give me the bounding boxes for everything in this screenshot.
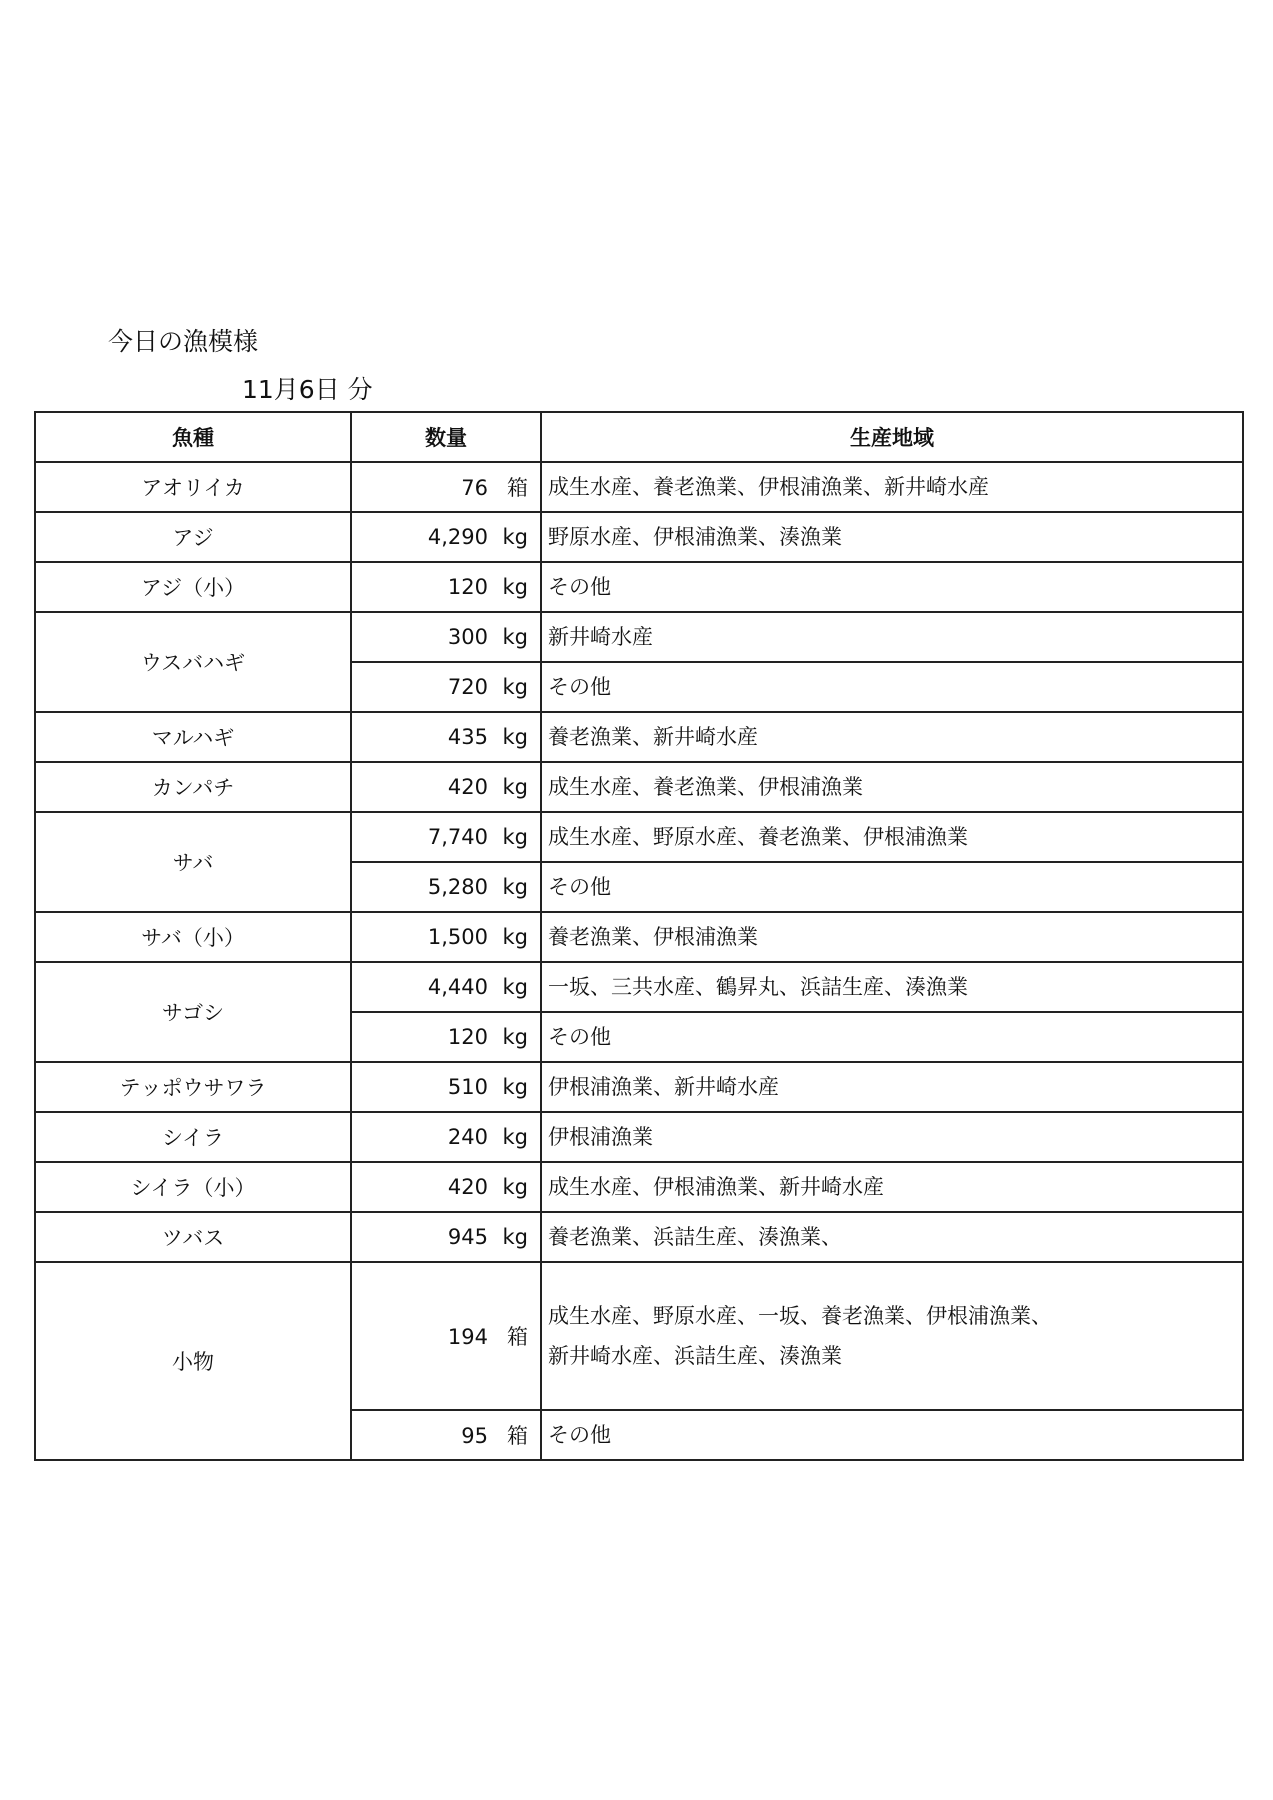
quantity-unit: kg xyxy=(502,1225,528,1249)
quantity-value: 435 xyxy=(447,725,488,749)
producers-cell xyxy=(541,662,1243,712)
quantity-unit: kg xyxy=(502,1025,528,1049)
quantity-cell xyxy=(351,562,541,612)
quantity-value: 945 xyxy=(447,1225,488,1249)
quantity-cell xyxy=(351,962,541,1012)
quantity-cell xyxy=(351,1410,541,1460)
quantity-cell xyxy=(351,1012,541,1062)
quantity-cell xyxy=(351,662,541,712)
quantity-unit: kg xyxy=(502,975,528,999)
quantity-value: 7,740 xyxy=(427,825,488,849)
quantity-value: 4,440 xyxy=(427,975,488,999)
quantity-unit: 箱 xyxy=(507,1325,528,1349)
quantity-unit: kg xyxy=(502,1175,528,1199)
species-cell: アジ（小） xyxy=(35,562,351,612)
producers-text: その他 xyxy=(548,875,611,899)
producers-cell xyxy=(541,762,1243,812)
species-cell: シイラ（小） xyxy=(35,1162,351,1212)
table-row xyxy=(35,1212,1243,1262)
quantity-cell xyxy=(351,812,541,862)
species-cell: サバ xyxy=(35,812,351,912)
catch-table xyxy=(34,411,1244,1461)
species-cell: カンパチ xyxy=(35,762,351,812)
quantity-cell xyxy=(351,1212,541,1262)
quantity-value: 194 xyxy=(447,1325,488,1349)
quantity-value: 4,290 xyxy=(427,525,488,549)
quantity-unit: kg xyxy=(502,525,528,549)
quantity-value: 510 xyxy=(447,1075,488,1099)
producers-cell xyxy=(541,1062,1243,1112)
header-quantity: 数量 xyxy=(351,412,541,462)
species-cell: マルハギ xyxy=(35,712,351,762)
table-row xyxy=(35,612,1243,662)
producers-text-line2: 新井崎水産、浜詰生産、湊漁業 xyxy=(548,1344,842,1368)
quantity-cell xyxy=(351,612,541,662)
quantity-cell xyxy=(351,512,541,562)
producers-text: 伊根浦漁業 xyxy=(548,1125,653,1149)
producers-cell xyxy=(541,1212,1243,1262)
quantity-cell xyxy=(351,1062,541,1112)
producers-text: その他 xyxy=(548,1423,611,1447)
quantity-unit: kg xyxy=(502,825,528,849)
table-row xyxy=(35,1112,1243,1162)
quantity-value: 720 xyxy=(447,675,488,699)
producers-text: 成生水産、養老漁業、伊根浦漁業、新井崎水産 xyxy=(548,475,989,499)
producers-cell xyxy=(541,1012,1243,1062)
species-cell: アオリイカ xyxy=(35,462,351,512)
quantity-unit: 箱 xyxy=(507,476,528,500)
quantity-unit: kg xyxy=(502,625,528,649)
quantity-cell xyxy=(351,1162,541,1212)
producers-cell xyxy=(541,712,1243,762)
table-row xyxy=(35,762,1243,812)
quantity-unit: kg xyxy=(502,1075,528,1099)
quantity-cell xyxy=(351,462,541,512)
table-row xyxy=(35,1262,1243,1410)
species-cell: ウスバハギ xyxy=(35,612,351,712)
producers-text: 一坂、三共水産、鶴昇丸、浜詰生産、湊漁業 xyxy=(548,975,968,999)
quantity-value: 95 xyxy=(461,1424,488,1448)
quantity-value: 420 xyxy=(447,775,488,799)
species-cell: シイラ xyxy=(35,1112,351,1162)
species-cell: ツバス xyxy=(35,1212,351,1262)
producers-text: その他 xyxy=(548,675,611,699)
species-cell: アジ xyxy=(35,512,351,562)
producers-text: 養老漁業、浜詰生産、湊漁業、 xyxy=(548,1225,842,1249)
quantity-unit: kg xyxy=(502,1125,528,1149)
producers-text: 新井崎水産 xyxy=(548,625,653,649)
species-cell: 小物 xyxy=(35,1262,351,1460)
species-cell: サゴシ xyxy=(35,962,351,1062)
quantity-cell xyxy=(351,912,541,962)
producers-text: 成生水産、養老漁業、伊根浦漁業 xyxy=(548,775,863,799)
table-row xyxy=(35,1162,1243,1212)
table-row xyxy=(35,462,1243,512)
producers-text: 養老漁業、伊根浦漁業 xyxy=(548,925,758,949)
producers-text: 伊根浦漁業、新井崎水産 xyxy=(548,1075,779,1099)
producers-text: その他 xyxy=(548,1025,611,1049)
producers-text: 成生水産、野原水産、一坂、養老漁業、伊根浦漁業、 xyxy=(548,1304,1052,1328)
catch-table-body xyxy=(35,462,1243,1460)
header-species: 魚種 xyxy=(35,412,351,462)
quantity-cell xyxy=(351,1112,541,1162)
quantity-unit: kg xyxy=(502,925,528,949)
producers-cell xyxy=(541,562,1243,612)
page-title: 今日の漁模様 xyxy=(108,327,259,356)
producers-text: その他 xyxy=(548,575,611,599)
table-row xyxy=(35,1062,1243,1112)
table-row xyxy=(35,962,1243,1012)
producers-text: 成生水産、伊根浦漁業、新井崎水産 xyxy=(548,1175,884,1199)
producers-text: 養老漁業、新井崎水産 xyxy=(548,725,758,749)
quantity-value: 420 xyxy=(447,1175,488,1199)
table-row xyxy=(35,712,1243,762)
producers-cell xyxy=(541,812,1243,862)
producers-cell xyxy=(541,1112,1243,1162)
quantity-value: 1,500 xyxy=(427,925,488,949)
quantity-value: 76 xyxy=(461,476,488,500)
producers-cell xyxy=(541,912,1243,962)
quantity-unit: 箱 xyxy=(507,1424,528,1448)
quantity-cell xyxy=(351,762,541,812)
table-row xyxy=(35,912,1243,962)
producers-cell xyxy=(541,862,1243,912)
producers-cell xyxy=(541,1262,1243,1410)
quantity-unit: kg xyxy=(502,775,528,799)
species-cell: サバ（小） xyxy=(35,912,351,962)
quantity-value: 240 xyxy=(447,1125,488,1149)
quantity-value: 120 xyxy=(447,575,488,599)
quantity-unit: kg xyxy=(502,575,528,599)
producers-cell xyxy=(541,962,1243,1012)
header-producers: 生産地域 xyxy=(541,412,1243,462)
producers-cell xyxy=(541,512,1243,562)
table-row xyxy=(35,512,1243,562)
quantity-value: 120 xyxy=(447,1025,488,1049)
quantity-cell xyxy=(351,1262,541,1410)
quantity-unit: kg xyxy=(502,725,528,749)
table-row xyxy=(35,562,1243,612)
table-row xyxy=(35,812,1243,862)
producers-cell xyxy=(541,1410,1243,1460)
producers-text: 野原水産、伊根浦漁業、湊漁業 xyxy=(548,525,842,549)
producers-cell xyxy=(541,612,1243,662)
quantity-value: 300 xyxy=(447,625,488,649)
producers-cell xyxy=(541,1162,1243,1212)
species-cell: テッポウサワラ xyxy=(35,1062,351,1112)
quantity-cell xyxy=(351,712,541,762)
quantity-value: 5,280 xyxy=(427,875,488,899)
producers-text: 成生水産、野原水産、養老漁業、伊根浦漁業 xyxy=(548,825,968,849)
producers-cell xyxy=(541,462,1243,512)
report-date: 11月6日 分 xyxy=(242,375,373,404)
quantity-unit: kg xyxy=(502,675,528,699)
quantity-unit: kg xyxy=(502,875,528,899)
quantity-cell xyxy=(351,862,541,912)
